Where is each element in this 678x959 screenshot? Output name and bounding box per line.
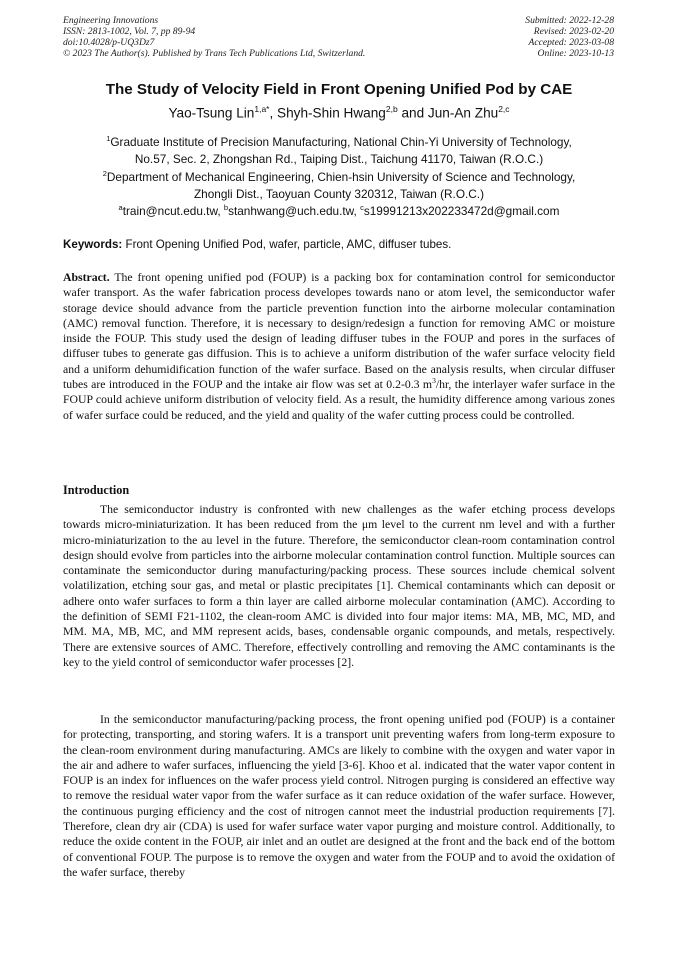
- issn: ISSN: 2813-1002, Vol. 7, pp 89-94: [63, 26, 196, 37]
- author-separator: ,: [269, 105, 278, 121]
- keywords-label: Keywords:: [63, 238, 123, 251]
- submitted-date: Submitted: 2022-12-28: [525, 15, 614, 26]
- email-mark: a: [118, 203, 123, 212]
- affiliation-line: No.57, Sec. 2, Zhongshan Rd., Taiping Dist., Taichung 41170, Taiwan (R.O.C.): [134, 151, 544, 166]
- doi: doi:10.4028/p-UQ3Dz7: [63, 37, 155, 48]
- email-mark: b: [223, 203, 229, 212]
- email-link[interactable]: stanhwang@uch.edu.tw,: [228, 203, 361, 218]
- introduction-paragraph-1: The semiconductor industry is confronted with new challenges as the wafer etching process develops towards micro-miniaturization. It has been reduced from the μm level to the current nm level and with a further micro-miniaturization to the au level in the future. Therefore, the semiconductor clean-room contamination control design should evolve from particles into the airborne molecular contamination control function. Multiple sources can contaminate the semiconductor during manufacturing/packing process. These sources include chemical solvent volatilization, etching sour gas, and metal or plastic precipitates [1]. Chemical contaminants which can deposit or adhere onto wafer surfaces to form a thin layer are called airborne molecular contamination (AMC). According to the definition of SEMI F21-1102, the clean-room AMC is divided into four major items: MA, MB, MC, MD, and MM. MA, MB, MC, and MM represent acids, bases, condensable organic compounds, and metals, respectively. There are extensive sources of AMC. Therefore, effectively controlling and removing the AMC contaminants is the key to the yield control of semiconductor wafer processes [2].: [63, 503, 615, 669]
- author-affiliation-mark: 2,c: [498, 104, 510, 114]
- online-date: Online: 2023-10-13: [537, 48, 614, 59]
- affiliation-number: 1: [106, 134, 111, 143]
- abstract-superscript: 3: [432, 376, 436, 386]
- affiliation-line: Department of Mechanical Engineering, Chien-hsin University of Science and Technology,: [106, 169, 576, 184]
- publication-dates: [525, 15, 614, 59]
- copyright: © 2023 The Author(s). Published by Trans Tech Publications Ltd, Switzerland.: [63, 48, 366, 59]
- author-separator: and: [397, 105, 428, 121]
- author-affiliation-mark: 1,a*: [254, 104, 270, 114]
- abstract: [63, 270, 615, 423]
- abstract-text: The front opening unified pod (FOUP) is a packing box for contamination control for semiconductor wafer transport. As the wafer fabrication process developes towards nano or atom level, the semiconductor wafer storage device should advance from the particle prevention function into the airborne molecular contamination (AMC) removal function. Therefore, it is necessary to design/redesign a function for removing AMC or moisture inside the FOUP. This study used the design of leading diffuser tubes in the FOUP and pores in the surfaces of diffuser tubes to generate gas diffusion. This is to achieve a uniform distribution of the wafer surface velocity field and a uniform dehumidification function of the wafer surface. Based on the analysis results, when circular diffuser tubes are introduced in the FOUP and the intake air flow was set at 0.2-0.3 m: [63, 271, 615, 392]
- author-name: Yao-Tsung Lin: [168, 105, 255, 121]
- accepted-date: Accepted: 2023-03-08: [528, 37, 614, 48]
- journal-name: Engineering Innovations: [63, 15, 159, 26]
- author-list: [0, 104, 678, 121]
- author-emails: [0, 203, 678, 218]
- affiliation-1: [0, 130, 678, 168]
- email-link[interactable]: train@ncut.edu.tw,: [122, 203, 224, 218]
- abstract-label: Abstract.: [63, 271, 110, 284]
- abstract-text: /hr, the interlayer wafer surface in the FOUP could achieve uniform distribution of velocity field. As a result, the humidity difference among various zones of wafer surface could be reduced, and the yield and quality of the wafer cutting process could be controlled.: [63, 378, 616, 422]
- paper-title: The Study of Velocity Field in Front Opening Unified Pod by CAE: [105, 81, 573, 98]
- section-heading-introduction: Introduction: [63, 483, 130, 497]
- author-name: Shyh-Shin Hwang: [277, 105, 386, 121]
- keywords-text: Front Opening Unified Pod, wafer, particle, AMC, diffuser tubes.: [122, 238, 452, 251]
- affiliation-line: Graduate Institute of Precision Manufacturing, National Chin-Yi University of Technology,: [110, 134, 572, 149]
- affiliation-line: Zhongli Dist., Taoyuan County 320312, Taiwan (R.O.C.): [193, 186, 485, 201]
- revised-date: Revised: 2023-02-20: [533, 26, 614, 37]
- affiliation-number: 2: [102, 169, 107, 178]
- affiliation-2: [0, 165, 678, 203]
- author-name: Jun-An Zhu: [427, 105, 499, 121]
- email-mark: c: [360, 203, 364, 212]
- keywords: [63, 238, 451, 251]
- introduction-paragraph-2: In the semiconductor manufacturing/packing process, the front opening unified pod (FOUP) is a container for protecting, transporting, and storing wafers. It is a transport unit preventing wafers from long-term exposure to the clean-room environment during manufacturing. AMCs are likely to combine with the oxygen and water vapor in the air and adhere to wafer surfaces, influencing the yield [3-6]. Khoo et al. indicated that the water vapor content in FOUP is an index for influences on the wafer process yield control. Nitrogen purging is considered an effective way to remove the residual water vapor from the wafer surface as it can reduce oxidation of the wafer surface. However, the continuous purging efficiency and the cost of nitrogen cannot meet the industrial production requirements [7]. Therefore, clean dry air (CDA) is used for wafer surface water vapor purging and moisture control. Additionally, to reduce the oxide content in the FOUP, air inlet and an outlet are designed at the front and the back end of the bottom of conventional FOUP. The purpose is to remove the oxygen and water from the FOUP and to avoid the oxidation of the wafer surface, thereby: [63, 713, 615, 879]
- journal-info: [63, 15, 365, 59]
- email-link[interactable]: s19991213x202233472d@gmail.com: [363, 203, 560, 218]
- author-affiliation-mark: 2,b: [385, 104, 398, 114]
